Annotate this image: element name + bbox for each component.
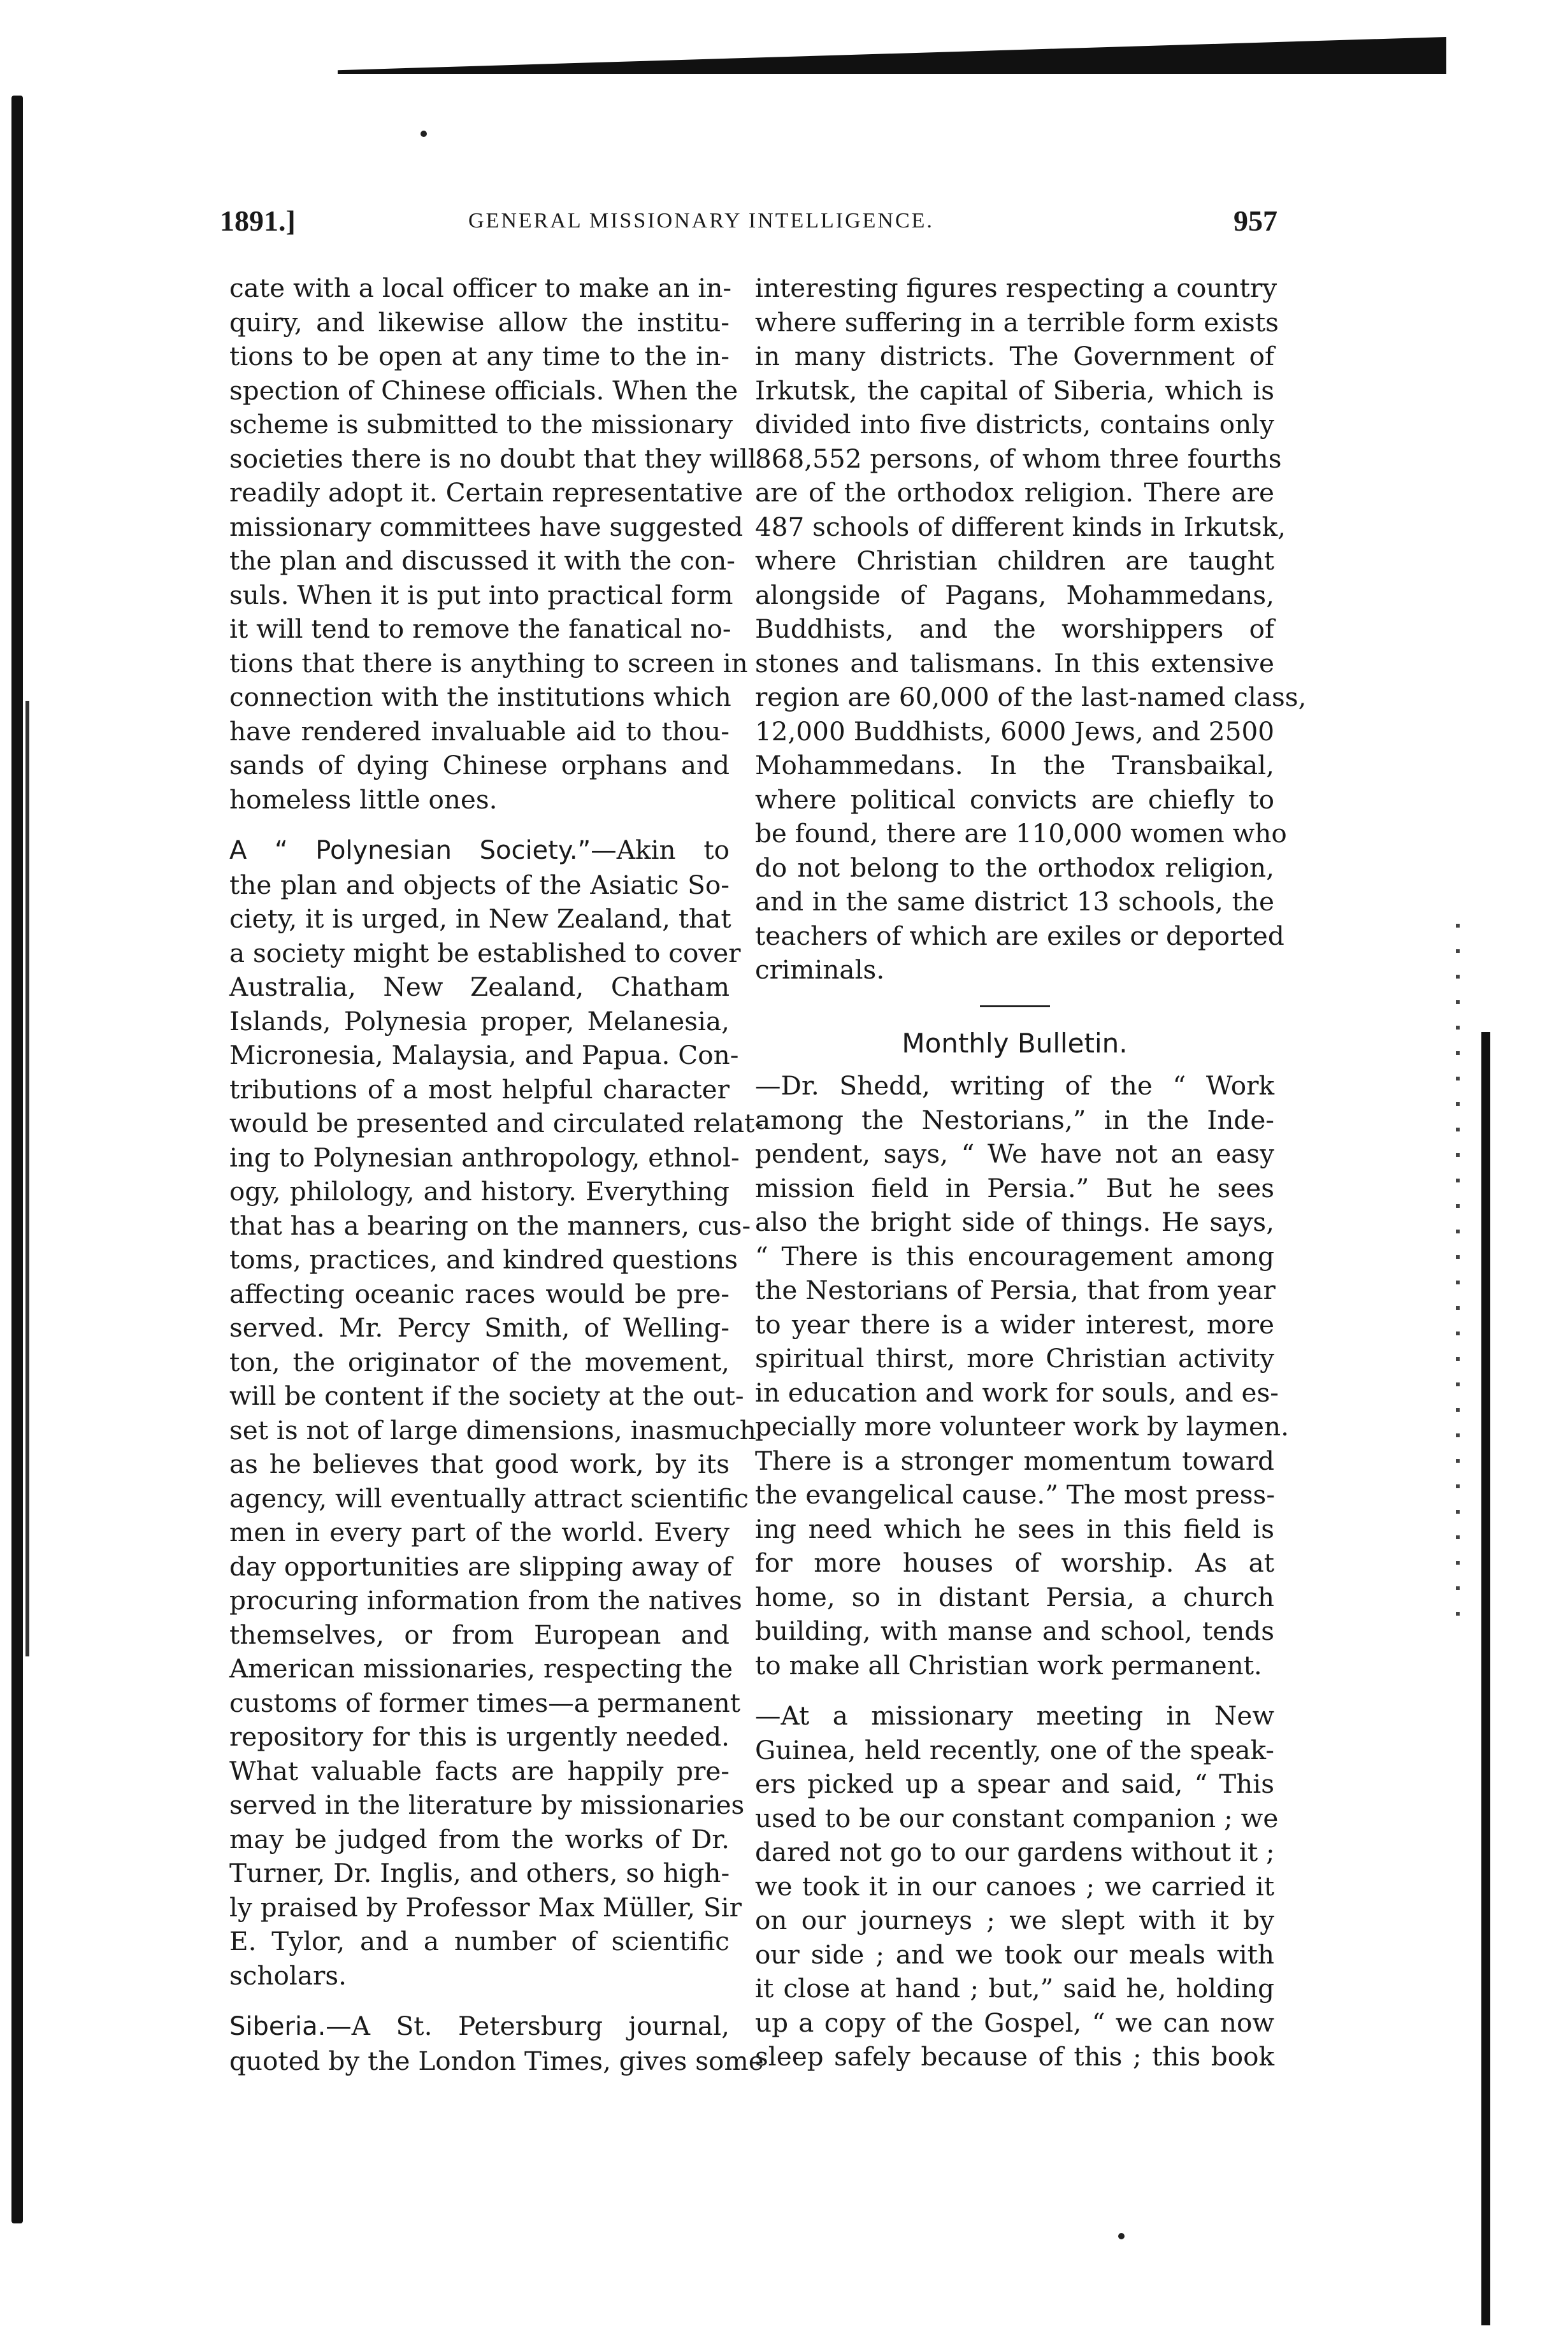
text-line: Turner, Dr. Inglis, and others, so high- xyxy=(229,1858,730,1888)
text-line: cate with a local officer to make an in- xyxy=(229,273,732,303)
text-line: on our journeys ; we slept with it by xyxy=(755,1905,1274,1935)
text-line: scholars. xyxy=(229,1960,347,1991)
header-page-number: 957 xyxy=(1234,205,1277,237)
text-line: to year there is a wider interest, more xyxy=(755,1309,1274,1340)
text-line: be found, there are 110,000 women who xyxy=(755,818,1287,849)
text-line: in education and work for souls, and es- xyxy=(755,1377,1279,1408)
text-line: procuring information from the natives xyxy=(229,1585,742,1616)
text-line: suls. When it is put into practical form xyxy=(229,579,733,610)
text-line: mission field in Persia.” But he sees xyxy=(755,1172,1274,1203)
text-line: that has a bearing on the manners, cus- xyxy=(229,1210,751,1241)
running-header xyxy=(220,204,1277,242)
text-line: and in the same district 13 schools, the xyxy=(755,886,1274,917)
text-line: it will tend to remove the fanatical no- xyxy=(229,614,731,644)
text-line: would be presented and circulated relat- xyxy=(229,1108,764,1138)
text-line: 12,000 Buddhists, 6000 Jews, and 2500 xyxy=(755,715,1274,747)
text-line: region are 60,000 of the last-named class, xyxy=(755,682,1307,712)
paragraph-siberia-continued xyxy=(755,271,1307,987)
text-line: spiritual thirst, more Christian activity xyxy=(755,1343,1274,1374)
text-line: will be content if the society at the out- xyxy=(229,1381,744,1411)
text-line: What valuable facts are happily pre- xyxy=(229,1755,730,1786)
text-line: teachers of which are exiles or deported xyxy=(755,920,1284,951)
text-line: ly praised by Professor Max Müller, Sir xyxy=(229,1891,742,1923)
text-line: Micronesia, Malaysia, and Papua. Con- xyxy=(229,1040,739,1070)
paragraph-new-guinea xyxy=(755,1699,1279,2074)
text-line: sleep safely because of this ; this book xyxy=(755,2041,1274,2072)
header-year: 1891.] xyxy=(220,205,296,237)
text-line: interesting figures respecting a country xyxy=(755,273,1277,303)
scan-speck xyxy=(1118,2233,1125,2239)
text-line: quiry, and likewise allow the institu- xyxy=(229,306,730,338)
scan-top-bar xyxy=(338,37,1446,74)
scan-edge-left xyxy=(11,96,23,2223)
text-line: ers picked up a spear and said, “ This xyxy=(755,1769,1274,1799)
text-line: Australia, New Zealand, Chatham xyxy=(229,972,730,1002)
text-line: customs of former times—a permanent xyxy=(229,1687,740,1718)
section-title: Monthly Bulletin. xyxy=(902,1027,1128,1059)
text-line: ogy, philology, and history. Everything xyxy=(229,1176,730,1207)
text-line: Irkutsk, the capital of Siberia, which is xyxy=(755,375,1274,406)
text-line: sands of dying Chinese orphans and xyxy=(229,750,730,780)
text-line: tions to be open at any time to the in- xyxy=(229,341,730,371)
paragraph-lead: A “ Polynesian Society.” xyxy=(229,836,591,865)
text-line: tions that there is anything to screen in xyxy=(229,647,748,678)
text-line: agency, will eventually attract scientific xyxy=(229,1482,749,1514)
text-line: for more houses of worship. As at xyxy=(755,1547,1274,1578)
text-line: do not belong to the orthodox religion, xyxy=(755,852,1274,883)
text-line: have rendered invaluable aid to thou- xyxy=(229,715,730,747)
text-line: stones and talismans. In this extensive xyxy=(755,647,1274,678)
scan-edge-right xyxy=(1481,1032,1490,2325)
text-line: the evangelical cause.” The most press- xyxy=(755,1479,1276,1510)
text-line: we took it in our canoes ; we carried it xyxy=(755,1870,1274,1902)
text-line: scheme is submitted to the missionary xyxy=(229,409,733,440)
text-line: used to be our constant companion ; we xyxy=(755,1802,1279,1834)
text-line: day opportunities are slipping away of xyxy=(229,1551,732,1582)
text-line: among the Nestorians,” in the Inde- xyxy=(755,1104,1274,1135)
text-line: dared not go to our gardens without it ; xyxy=(755,1837,1275,1867)
text-line: E. Tylor, and a number of scientific xyxy=(229,1926,730,1956)
text-line: may be judged from the works of Dr. xyxy=(229,1823,730,1855)
text-line: the plan and objects of the Asiatic So- xyxy=(229,869,730,900)
text-line: divided into five districts, contains only xyxy=(755,409,1274,440)
text-line: criminals. xyxy=(755,954,885,985)
text-line: 868,552 persons, of whom three fourths xyxy=(755,443,1282,474)
text-line: where suffering in a terrible form exists xyxy=(755,306,1279,338)
section-divider xyxy=(980,1005,1050,1007)
text-line: served in the literature by missionaries xyxy=(229,1790,745,1820)
left-column xyxy=(229,271,764,2078)
paragraph-siberia xyxy=(229,2009,764,2078)
paragraph-lead: Siberia. xyxy=(229,2012,326,2041)
text-line: quoted by the London Times, gives some xyxy=(229,2045,764,2076)
text-line: served. Mr. Percy Smith, of Welling- xyxy=(229,1312,730,1343)
right-column xyxy=(755,271,1307,2074)
scan-edge-left-inner xyxy=(25,701,29,1656)
text-line: it close at hand ; but,” said he, holding xyxy=(755,1973,1274,2004)
paragraph-polynesian-society xyxy=(229,833,764,1993)
text-line: societies there is no doubt that they will xyxy=(229,443,756,474)
text-line: homeless little ones. xyxy=(229,784,498,815)
text-line: affecting oceanic races would be pre- xyxy=(229,1278,730,1309)
text-line: toms, practices, and kindred questions xyxy=(229,1244,738,1275)
text-line: are of the orthodox religion. There are xyxy=(755,477,1274,508)
text-line: spection of Chinese officials. When the xyxy=(229,375,738,406)
paragraph-dr-shedd xyxy=(755,1069,1289,1683)
scan-specks-right xyxy=(1456,924,1460,1625)
text-line: the Nestorians of Persia, that from year xyxy=(755,1275,1276,1305)
text-line: Islands, Polynesia proper, Melanesia, xyxy=(229,1005,730,1037)
paragraph-chinese-orphans xyxy=(229,271,756,817)
text-line: Mohammedans. In the Transbaikal, xyxy=(755,750,1274,780)
text-line: —At a missionary meeting in New xyxy=(755,1700,1274,1731)
text-line: building, with manse and school, tends xyxy=(755,1616,1274,1646)
text-line: —Dr. Shedd, writing of the “ Work xyxy=(755,1070,1274,1101)
text-line: 487 schools of different kinds in Irkutsk, xyxy=(755,511,1286,542)
text-line: readily adopt it. Certain representative xyxy=(229,477,744,508)
text-line: our side ; and we took our meals with xyxy=(755,1939,1274,1970)
text-line: ton, the originator of the movement, xyxy=(229,1346,730,1377)
text-line: as he believes that good work, by its xyxy=(229,1449,730,1479)
text-line: up a copy of the Gospel, “ we can now xyxy=(755,2007,1274,2038)
text-line: ing to Polynesian anthropology, ethnol- xyxy=(229,1142,740,1173)
text-line: There is a stronger momentum toward xyxy=(755,1445,1274,1476)
text-line: men in every part of the world. Every xyxy=(229,1517,730,1547)
text-line: Siberia.—A St. Petersburg journal, xyxy=(229,2011,730,2041)
header-title: GENERAL MISSIONARY INTELLIGENCE. xyxy=(468,209,934,233)
text-line: to make all Christian work permanent. xyxy=(755,1649,1262,1681)
text-line: A “ Polynesian Society.”—Akin to xyxy=(229,835,730,865)
text-line: American missionaries, respecting the xyxy=(229,1653,733,1684)
text-line: ing need which he sees in this field is xyxy=(755,1513,1274,1544)
text-line: ciety, it is urged, in New Zealand, that xyxy=(229,903,731,934)
text-line: repository for this is urgently needed. xyxy=(229,1721,730,1752)
text-line: missionary committees have suggested xyxy=(229,511,744,542)
text-line: a society might be established to cover xyxy=(229,937,741,968)
text-line: tributions of a most helpful character xyxy=(229,1073,730,1105)
scan-speck xyxy=(421,131,427,137)
text-line: also the bright side of things. He says, xyxy=(755,1207,1274,1237)
text-line: pendent, says, “ We have not an easy xyxy=(755,1138,1274,1169)
text-line: set is not of large dimensions, inasmuch xyxy=(229,1414,756,1446)
text-line: home, so in distant Persia, a church xyxy=(755,1581,1274,1612)
text-line: pecially more volunteer work by laymen. xyxy=(755,1411,1289,1442)
text-line: Buddhists, and the worshippers of xyxy=(755,614,1274,644)
text-line: the plan and discussed it with the con- xyxy=(229,545,735,576)
text-line: alongside of Pagans, Mohammedans, xyxy=(755,579,1274,610)
text-line: themselves, or from European and xyxy=(229,1619,730,1650)
text-line: “ There is this encouragement among xyxy=(755,1240,1274,1272)
text-line: where Christian children are taught xyxy=(755,545,1274,576)
text-line: where political convicts are chiefly to xyxy=(755,784,1274,815)
text-line: Guinea, held recently, one of the speak- xyxy=(755,1734,1274,1765)
text-line: in many districts. The Government of xyxy=(755,341,1274,371)
text-line: connection with the institutions which xyxy=(229,682,731,712)
